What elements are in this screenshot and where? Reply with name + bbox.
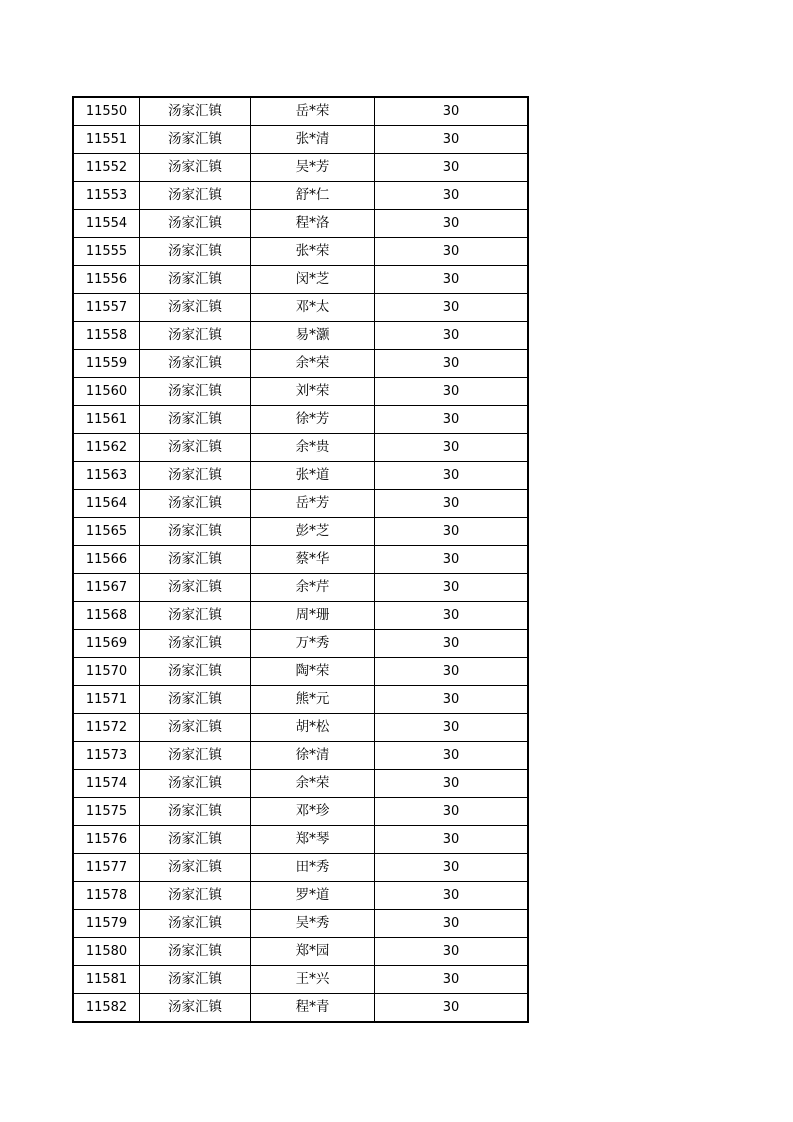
amount-cell: 30 [375,546,529,574]
record-id-cell: 11555 [73,238,140,266]
record-id-cell: 11581 [73,966,140,994]
table-row [73,966,528,994]
amount-cell: 30 [375,742,529,770]
record-id-cell: 11559 [73,350,140,378]
amount-cell: 30 [375,602,529,630]
person-name-cell: 陶*荣 [251,658,375,686]
record-id-cell: 11562 [73,434,140,462]
amount-cell: 30 [375,126,529,154]
person-name-cell: 邓*珍 [251,798,375,826]
amount-cell: 30 [375,97,529,126]
record-id-cell: 11561 [73,406,140,434]
table-row [73,210,528,238]
person-name-cell: 张*荣 [251,238,375,266]
table-row [73,97,528,126]
record-id-cell: 11577 [73,854,140,882]
table-row [73,126,528,154]
town-cell: 汤家汇镇 [140,658,251,686]
record-id-cell: 11574 [73,770,140,798]
table-row [73,882,528,910]
person-name-cell: 蔡*华 [251,546,375,574]
table-row [73,714,528,742]
town-cell: 汤家汇镇 [140,546,251,574]
person-name-cell: 张*清 [251,126,375,154]
person-name-cell: 郑*琴 [251,826,375,854]
record-id-cell: 11563 [73,462,140,490]
town-cell: 汤家汇镇 [140,97,251,126]
table-row [73,294,528,322]
table-row [73,854,528,882]
town-cell: 汤家汇镇 [140,742,251,770]
person-name-cell: 岳*芳 [251,490,375,518]
town-cell: 汤家汇镇 [140,378,251,406]
amount-cell: 30 [375,966,529,994]
table-row [73,350,528,378]
town-cell: 汤家汇镇 [140,994,251,1023]
table-row [73,686,528,714]
person-name-cell: 余*荣 [251,770,375,798]
person-name-cell: 郑*园 [251,938,375,966]
record-id-cell: 11564 [73,490,140,518]
amount-cell: 30 [375,350,529,378]
table-row [73,322,528,350]
town-cell: 汤家汇镇 [140,630,251,658]
record-id-cell: 11573 [73,742,140,770]
amount-cell: 30 [375,518,529,546]
table-row [73,630,528,658]
record-id-cell: 11570 [73,658,140,686]
town-cell: 汤家汇镇 [140,238,251,266]
amount-cell: 30 [375,154,529,182]
amount-cell: 30 [375,238,529,266]
amount-cell: 30 [375,882,529,910]
town-cell: 汤家汇镇 [140,574,251,602]
table-row [73,798,528,826]
town-cell: 汤家汇镇 [140,966,251,994]
person-name-cell: 易*灏 [251,322,375,350]
table-row [73,602,528,630]
amount-cell: 30 [375,490,529,518]
person-name-cell: 彭*芝 [251,518,375,546]
amount-cell: 30 [375,406,529,434]
table-row [73,518,528,546]
amount-cell: 30 [375,798,529,826]
amount-cell: 30 [375,826,529,854]
record-id-cell: 11560 [73,378,140,406]
record-id-cell: 11566 [73,546,140,574]
amount-cell: 30 [375,434,529,462]
person-name-cell: 邓*太 [251,294,375,322]
amount-cell: 30 [375,714,529,742]
town-cell: 汤家汇镇 [140,518,251,546]
town-cell: 汤家汇镇 [140,434,251,462]
town-cell: 汤家汇镇 [140,602,251,630]
person-name-cell: 胡*松 [251,714,375,742]
table-row [73,658,528,686]
town-cell: 汤家汇镇 [140,294,251,322]
town-cell: 汤家汇镇 [140,462,251,490]
record-id-cell: 11565 [73,518,140,546]
town-cell: 汤家汇镇 [140,350,251,378]
table-row [73,238,528,266]
amount-cell: 30 [375,322,529,350]
amount-cell: 30 [375,938,529,966]
table-row [73,742,528,770]
table-row [73,406,528,434]
person-name-cell: 程*青 [251,994,375,1023]
amount-cell: 30 [375,210,529,238]
table-row [73,154,528,182]
record-id-cell: 11571 [73,686,140,714]
record-id-cell: 11582 [73,994,140,1023]
person-name-cell: 余*芹 [251,574,375,602]
record-id-cell: 11554 [73,210,140,238]
data-table [72,96,529,1023]
person-name-cell: 王*兴 [251,966,375,994]
table-row [73,378,528,406]
record-id-cell: 11553 [73,182,140,210]
table-row [73,490,528,518]
person-name-cell: 舒*仁 [251,182,375,210]
town-cell: 汤家汇镇 [140,882,251,910]
person-name-cell: 万*秀 [251,630,375,658]
table-row [73,546,528,574]
person-name-cell: 熊*元 [251,686,375,714]
record-id-cell: 11578 [73,882,140,910]
record-id-cell: 11558 [73,322,140,350]
table-row [73,938,528,966]
town-cell: 汤家汇镇 [140,182,251,210]
town-cell: 汤家汇镇 [140,126,251,154]
town-cell: 汤家汇镇 [140,770,251,798]
table-row [73,266,528,294]
table-row [73,462,528,490]
town-cell: 汤家汇镇 [140,266,251,294]
person-name-cell: 闵*芝 [251,266,375,294]
table-row [73,770,528,798]
amount-cell: 30 [375,462,529,490]
amount-cell: 30 [375,266,529,294]
record-id-cell: 11551 [73,126,140,154]
record-id-cell: 11557 [73,294,140,322]
record-id-cell: 11572 [73,714,140,742]
town-cell: 汤家汇镇 [140,798,251,826]
record-id-cell: 11568 [73,602,140,630]
table-row [73,574,528,602]
town-cell: 汤家汇镇 [140,714,251,742]
town-cell: 汤家汇镇 [140,686,251,714]
person-name-cell: 徐*芳 [251,406,375,434]
record-id-cell: 11556 [73,266,140,294]
record-id-cell: 11576 [73,826,140,854]
amount-cell: 30 [375,378,529,406]
person-name-cell: 岳*荣 [251,97,375,126]
town-cell: 汤家汇镇 [140,406,251,434]
town-cell: 汤家汇镇 [140,210,251,238]
town-cell: 汤家汇镇 [140,938,251,966]
table-row [73,434,528,462]
table-row [73,826,528,854]
amount-cell: 30 [375,182,529,210]
record-id-cell: 11552 [73,154,140,182]
person-name-cell: 张*道 [251,462,375,490]
amount-cell: 30 [375,910,529,938]
town-cell: 汤家汇镇 [140,826,251,854]
amount-cell: 30 [375,630,529,658]
table-row [73,910,528,938]
person-name-cell: 余*荣 [251,350,375,378]
amount-cell: 30 [375,770,529,798]
amount-cell: 30 [375,574,529,602]
record-id-cell: 11567 [73,574,140,602]
town-cell: 汤家汇镇 [140,490,251,518]
table-body [73,97,528,1022]
person-name-cell: 徐*清 [251,742,375,770]
record-id-cell: 11550 [73,97,140,126]
person-name-cell: 吴*芳 [251,154,375,182]
town-cell: 汤家汇镇 [140,854,251,882]
amount-cell: 30 [375,658,529,686]
amount-cell: 30 [375,994,529,1023]
town-cell: 汤家汇镇 [140,910,251,938]
amount-cell: 30 [375,854,529,882]
person-name-cell: 吴*秀 [251,910,375,938]
table-row [73,994,528,1023]
person-name-cell: 余*贵 [251,434,375,462]
table-row [73,182,528,210]
person-name-cell: 罗*道 [251,882,375,910]
amount-cell: 30 [375,686,529,714]
person-name-cell: 周*珊 [251,602,375,630]
town-cell: 汤家汇镇 [140,154,251,182]
record-id-cell: 11569 [73,630,140,658]
person-name-cell: 田*秀 [251,854,375,882]
person-name-cell: 程*洛 [251,210,375,238]
record-id-cell: 11575 [73,798,140,826]
town-cell: 汤家汇镇 [140,322,251,350]
record-id-cell: 11579 [73,910,140,938]
amount-cell: 30 [375,294,529,322]
record-id-cell: 11580 [73,938,140,966]
person-name-cell: 刘*荣 [251,378,375,406]
